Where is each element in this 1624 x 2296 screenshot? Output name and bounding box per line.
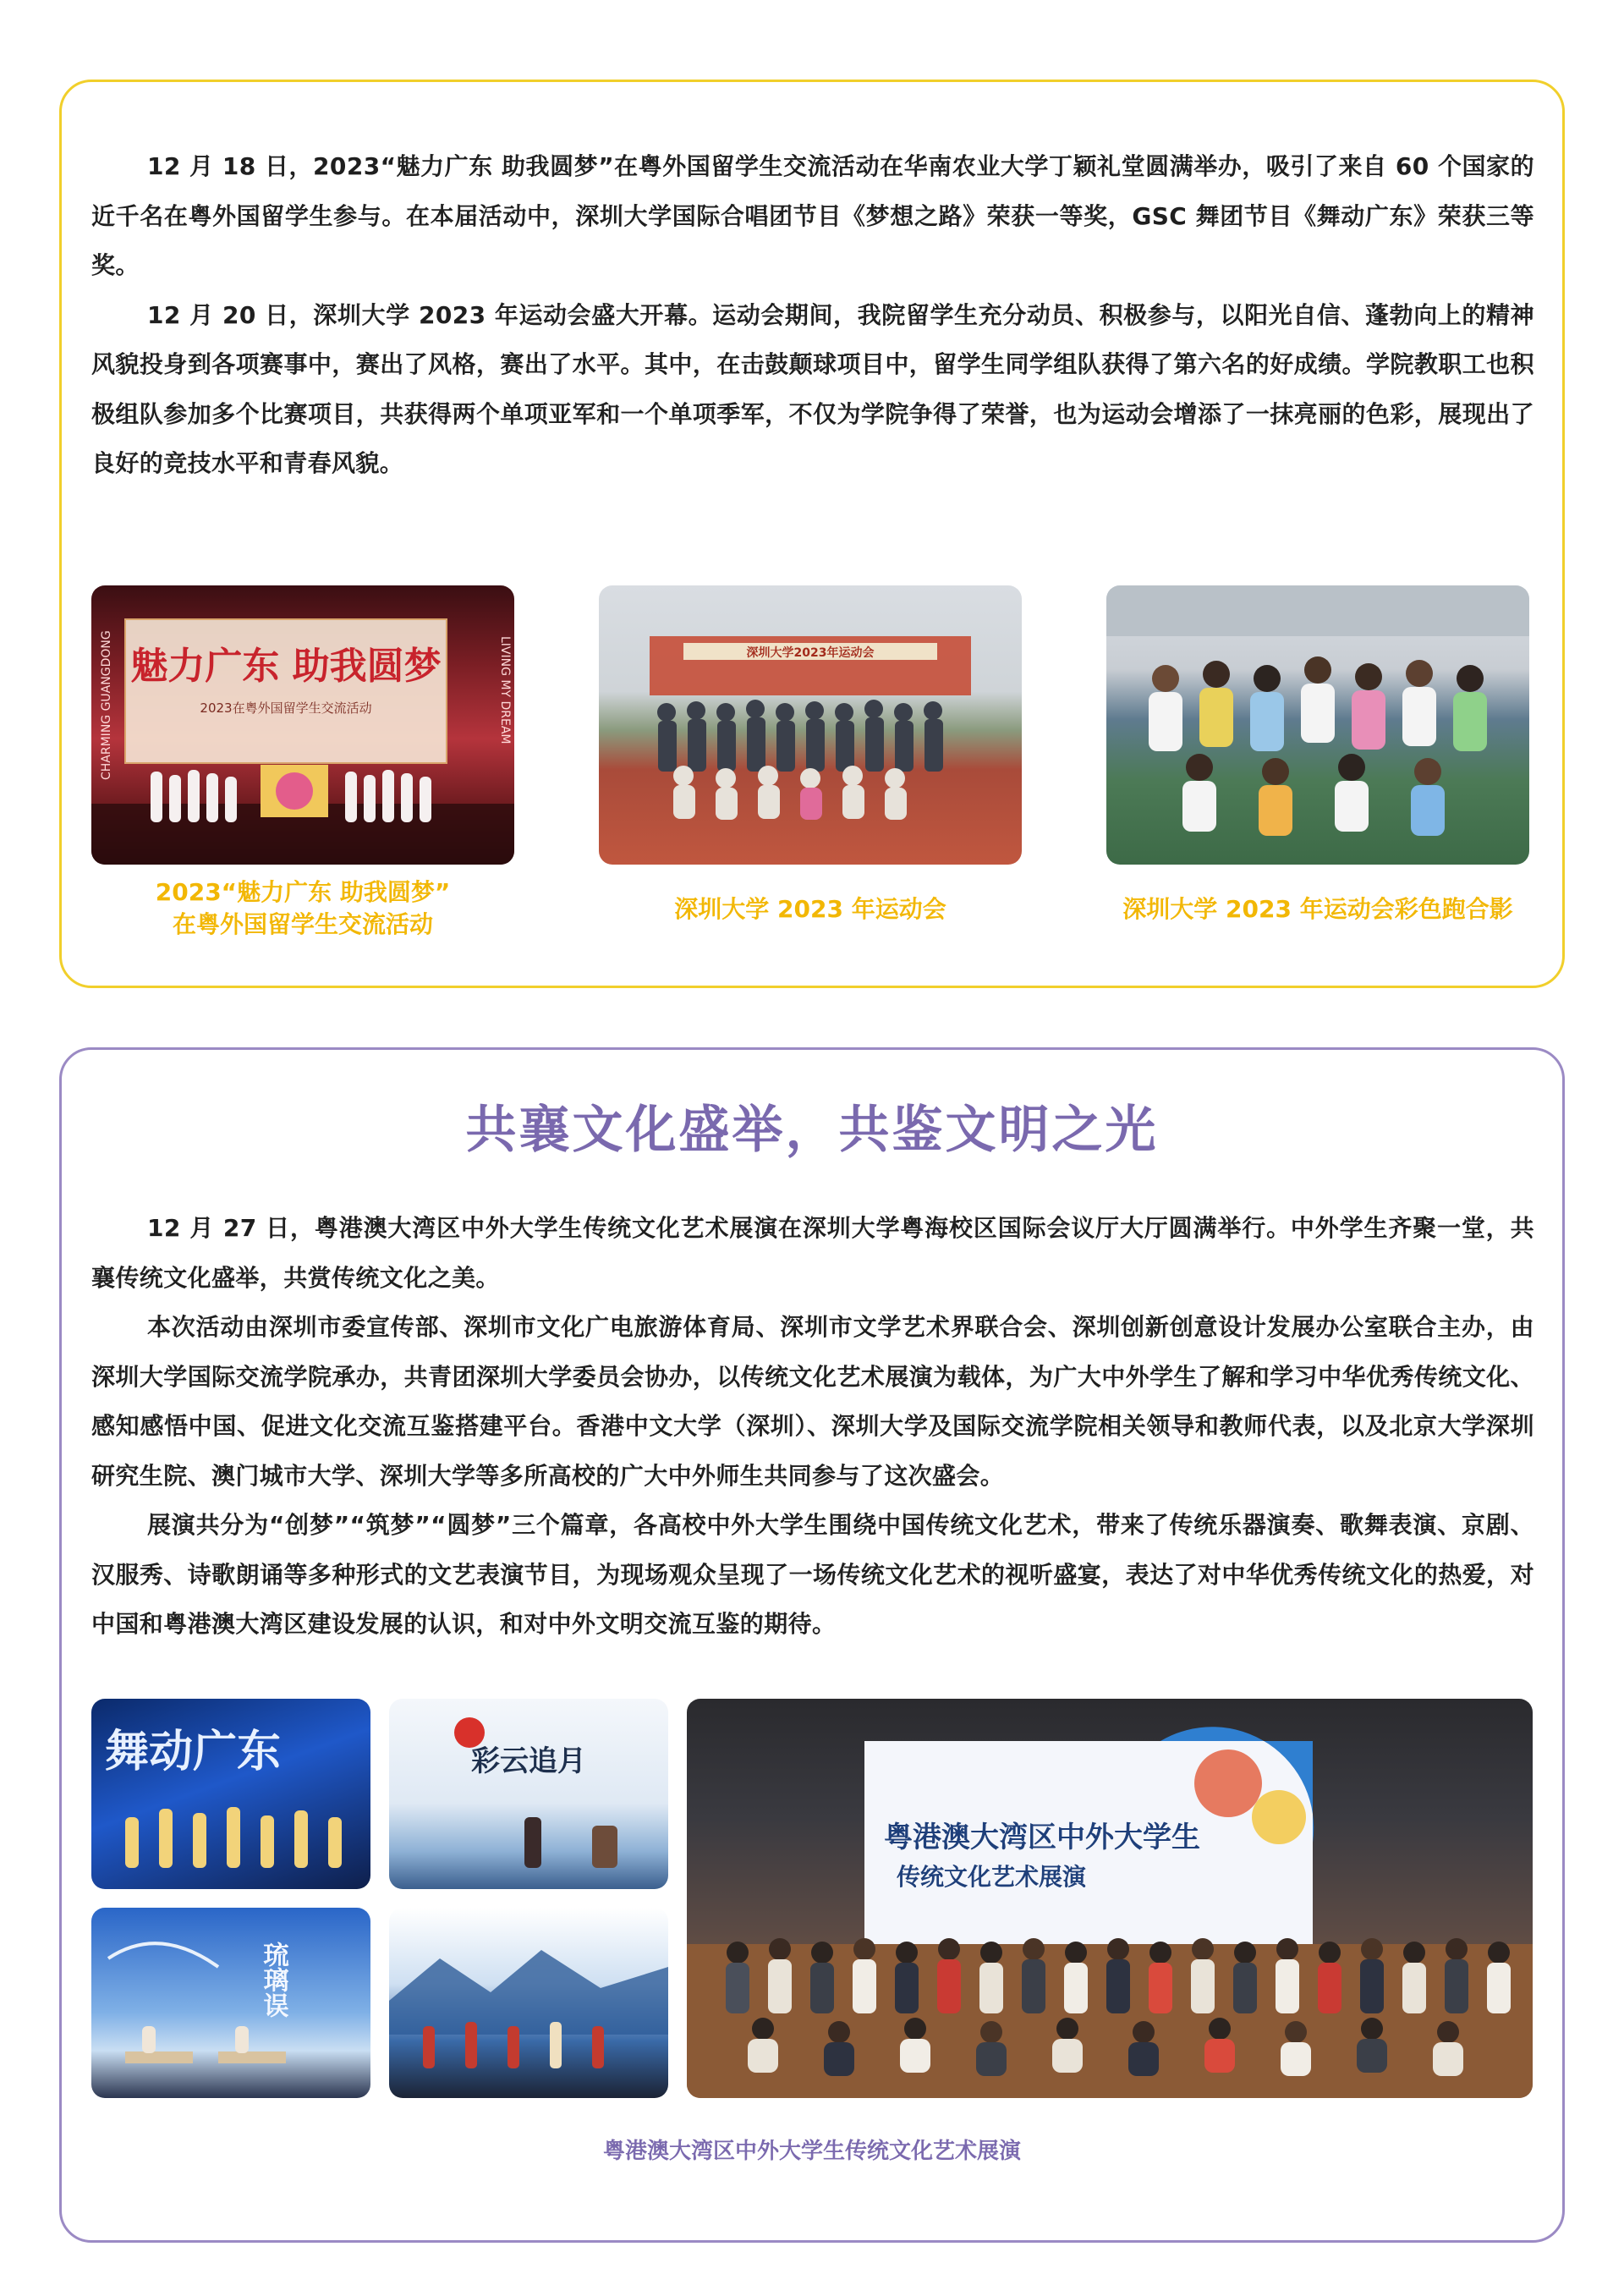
paragraph: 本次活动由深圳市委宣传部、深圳市文化广电旅游体育局、深圳市文学艺术界联合会、深圳创新创意设计发展办公室联合主办，由深圳大学国际交流学院承办，共青团深圳大学委员会协办，以传统文化艺术展演为载体，为广大中外学生了解和学习中华优秀传统文化、感知感悟中国、促进文化交流互鉴搭建平台。香港中文大学（深圳）、深圳大学及国际交流学院相关领导和教师代表，以及北京大学深圳研究生院、澳门城市大学、深圳大学等多所高校的广大中外师生共同参与了这次盛会。 — [91, 1313, 1534, 1490]
paragraph: 12 月 27 日，粤港澳大湾区中外大学生传统文化艺术展演在深圳大学粤海校区国际会议厅大厅圆满举行。中外学生齐聚一堂，共襄传统文化盛举，共赏传统文化之美。 — [91, 1214, 1534, 1292]
ink-illustration — [389, 1908, 668, 2098]
glass-title-text: 琉璃误 — [258, 1942, 288, 2018]
gala-stage-photo — [91, 585, 514, 865]
color-run-illustration — [1106, 585, 1529, 865]
glass-illustration — [91, 1908, 370, 2098]
event-article-text — [91, 142, 1534, 489]
glass-performance-photo — [91, 1908, 370, 2098]
section-title: 共襄文化盛举，共鉴文明之光 — [465, 1101, 1159, 1160]
color-run-caption — [1106, 893, 1529, 926]
moon-title-text: 彩云追月 — [471, 1744, 586, 1778]
performance-article-text — [91, 1204, 1534, 1650]
stand-sign-text: 深圳大学2023年运动会 — [746, 646, 875, 660]
ink-landscape-performance-photo — [389, 1908, 668, 2098]
paragraph: 展演共分为“创梦”“筑梦”“圆梦”三个篇章，各高校中外大学生围绕中国传统文化艺术，带来了传统乐器演奏、歌舞表演、京剧、汉服秀、诗歌朗诵等多种形式的文艺表演节目，为现场观众呈现了一场传统文化艺术的视听盛宴，表达了对中华优秀传统文化的热爱，对中国和粤港澳大湾区建设发展的认识，和对中外文明交流互鉴的期待。 — [91, 1511, 1534, 1638]
performance-caption: 粤港澳大湾区中外大学生传统文化艺术展演 — [602, 2139, 1021, 2164]
dance-illustration — [91, 1699, 370, 1889]
paragraph: 12 月 20 日，深圳大学 2023 年运动会盛大开幕。运动会期间，我院留学生充分动员、积极参与，以阳光自信、蓬勃向上的精神风貌投身到各项赛事中，赛出了风格，赛出了水平。其中，在击鼓颠球项目中，留学生同学组队获得了第六名的好成绩。学院教职工也积极组队参加多个比赛项目，共获得两个单项亚军和一个单项季军，不仅为学院争得了荣誉，也为运动会增添了一抹亮丽的色彩，展现出了良好的竞技水平和青春风貌。 — [91, 300, 1534, 477]
screen-title-line2: 传统文化艺术展演 — [896, 1863, 1087, 1891]
gala-banner-subtitle: 2023在粤外国留学生交流活动 — [200, 700, 372, 716]
caption-line: 深圳大学 2023 年运动会 — [674, 895, 946, 923]
gala-side-text-right: LIVING MY DREAM — [498, 636, 512, 744]
moon-performance-photo — [389, 1699, 668, 1889]
dance-title-text: 舞动广东 — [104, 1726, 282, 1777]
sports-group-illustration — [599, 585, 1022, 865]
screen-title-line1: 粤港澳大湾区中外大学生 — [884, 1821, 1200, 1854]
caption-line: 在粤外国留学生交流活动 — [172, 910, 433, 938]
gala-side-text-left: CHARMING GUANGDONG — [100, 630, 113, 780]
gala-banner-title: 魅力广东 助我圆梦 — [130, 645, 442, 688]
caption-line: 2023“魅力广东 助我圆梦” — [155, 878, 451, 906]
gala-photo-caption — [91, 876, 514, 941]
dance-performance-photo — [91, 1699, 370, 1889]
group-photo-on-stage — [687, 1699, 1533, 2098]
stage-group-illustration — [687, 1699, 1533, 2098]
sports-photo-caption — [599, 893, 1022, 926]
caption-line: 深圳大学 2023 年运动会彩色跑合影 — [1122, 895, 1513, 923]
sports-meeting-photo — [599, 585, 1022, 865]
moon-illustration — [389, 1699, 668, 1889]
paragraph: 12 月 18 日，2023“魅力广东 助我圆梦”在粤外国留学生交流活动在华南农业大学丁颖礼堂圆满举办，吸引了来自 60 个国家的近千名在粤外国留学生参与。在本届活动中，深圳大学国际合唱团节目《梦想之路》荣获一等奖，GSC 舞团节目《舞动广东》荣获三等奖。 — [91, 152, 1534, 279]
gala-stage-illustration — [91, 585, 514, 865]
color-run-photo — [1106, 585, 1529, 865]
